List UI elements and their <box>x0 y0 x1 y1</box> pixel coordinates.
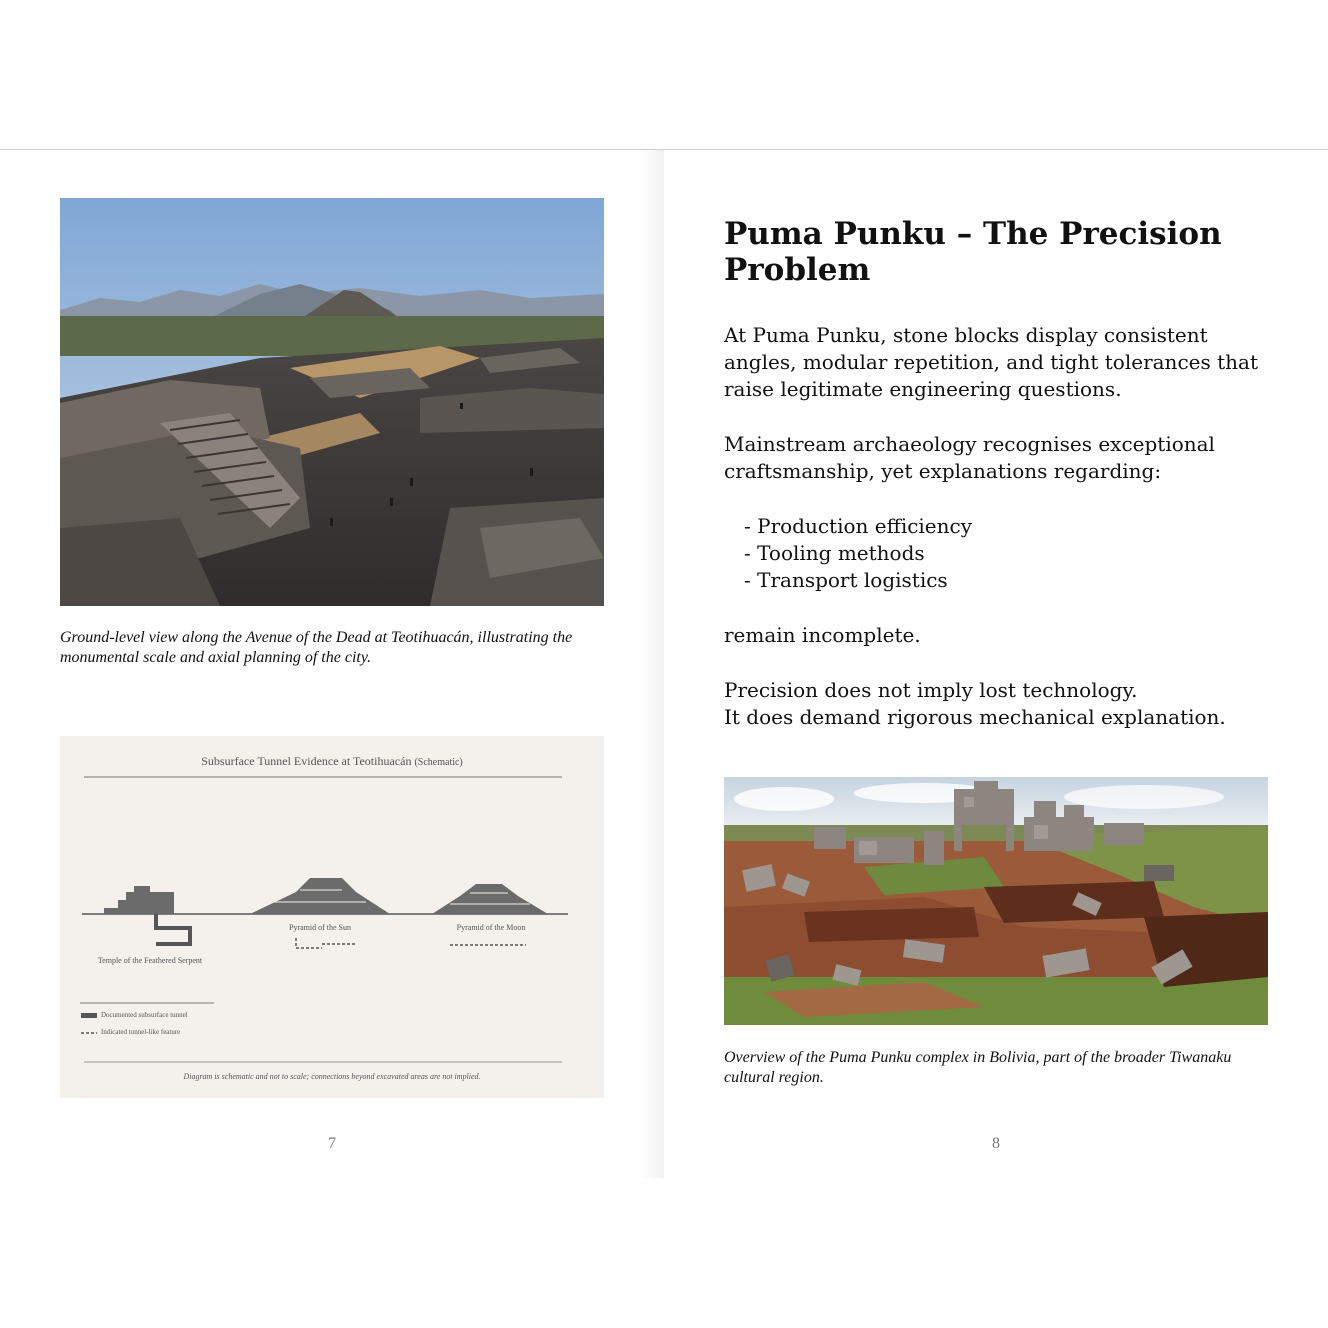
paragraph-mainstream: Mainstream archaeology recognises exceptional craftsmanship, yet explanations regarding: <box>724 432 1215 483</box>
book-spread <box>0 150 1328 1178</box>
diagram-footnote: Diagram is schematic and not to scale; connections beyond excavated areas are not implied. <box>183 1072 481 1081</box>
diagram-title <box>60 754 604 769</box>
sun-pyramid-shape <box>250 878 390 914</box>
gutter-shadow <box>640 150 664 1178</box>
section-heading: Puma Punku – The Precision Problem <box>724 216 1222 288</box>
teotihuacan-photo-art <box>60 198 604 606</box>
teotihuacan-photo <box>60 198 604 606</box>
paragraph-precision-line-1: Precision does not imply lost technology. <box>724 678 1138 702</box>
label-moon-pyramid: Pyramid of the Moon <box>456 923 526 932</box>
legend-indicated: Indicated tunnel-like feature <box>101 1028 181 1036</box>
label-sun-pyramid: Pyramid of the Sun <box>289 923 351 932</box>
temple-shape <box>104 886 174 914</box>
paragraph-incomplete: remain incomplete. <box>724 623 921 647</box>
tunnel-diagram <box>60 736 604 1098</box>
diagram-title-main: Subsurface Tunnel Evidence at Teotihuacán <box>201 754 412 768</box>
teotihuacan-photo-caption: Ground-level view along the Avenue of the Dead at Teotihuacán, illustrating the monumental scale and axial planning of the city. <box>60 629 573 666</box>
puma-punku-photo-art <box>724 777 1268 1025</box>
moon-pyramid-shape <box>432 884 548 914</box>
page-left <box>0 150 664 1178</box>
label-temple: Temple of the Feathered Serpent <box>97 956 203 965</box>
tunnel-diagram-art <box>60 736 604 1098</box>
paragraph-intro: At Puma Punku, stone blocks display consistent angles, modular repetition, and tight tolerances that raise legitimate engineering questions. <box>724 323 1258 401</box>
explanation-list <box>724 513 1284 594</box>
puma-punku-photo-caption: Overview of the Puma Punku complex in Bolivia, part of the broader Tiwanaku cultural region. <box>724 1049 1232 1086</box>
puma-punku-photo <box>724 777 1268 1025</box>
page-right <box>664 150 1328 1178</box>
list-item: - Tooling methods <box>744 541 925 565</box>
legend-documented: Documented subsurface tunnel <box>101 1011 188 1019</box>
list-item: - Transport logistics <box>744 568 948 592</box>
list-item: - Production efficiency <box>744 514 973 538</box>
diagram-title-suffix: (Schematic) <box>414 757 463 768</box>
page-number-left: 7 <box>328 1135 336 1152</box>
paragraph-precision-line-2: It does demand rigorous mechanical explanation. <box>724 705 1226 729</box>
page-number-right: 8 <box>992 1135 1000 1152</box>
